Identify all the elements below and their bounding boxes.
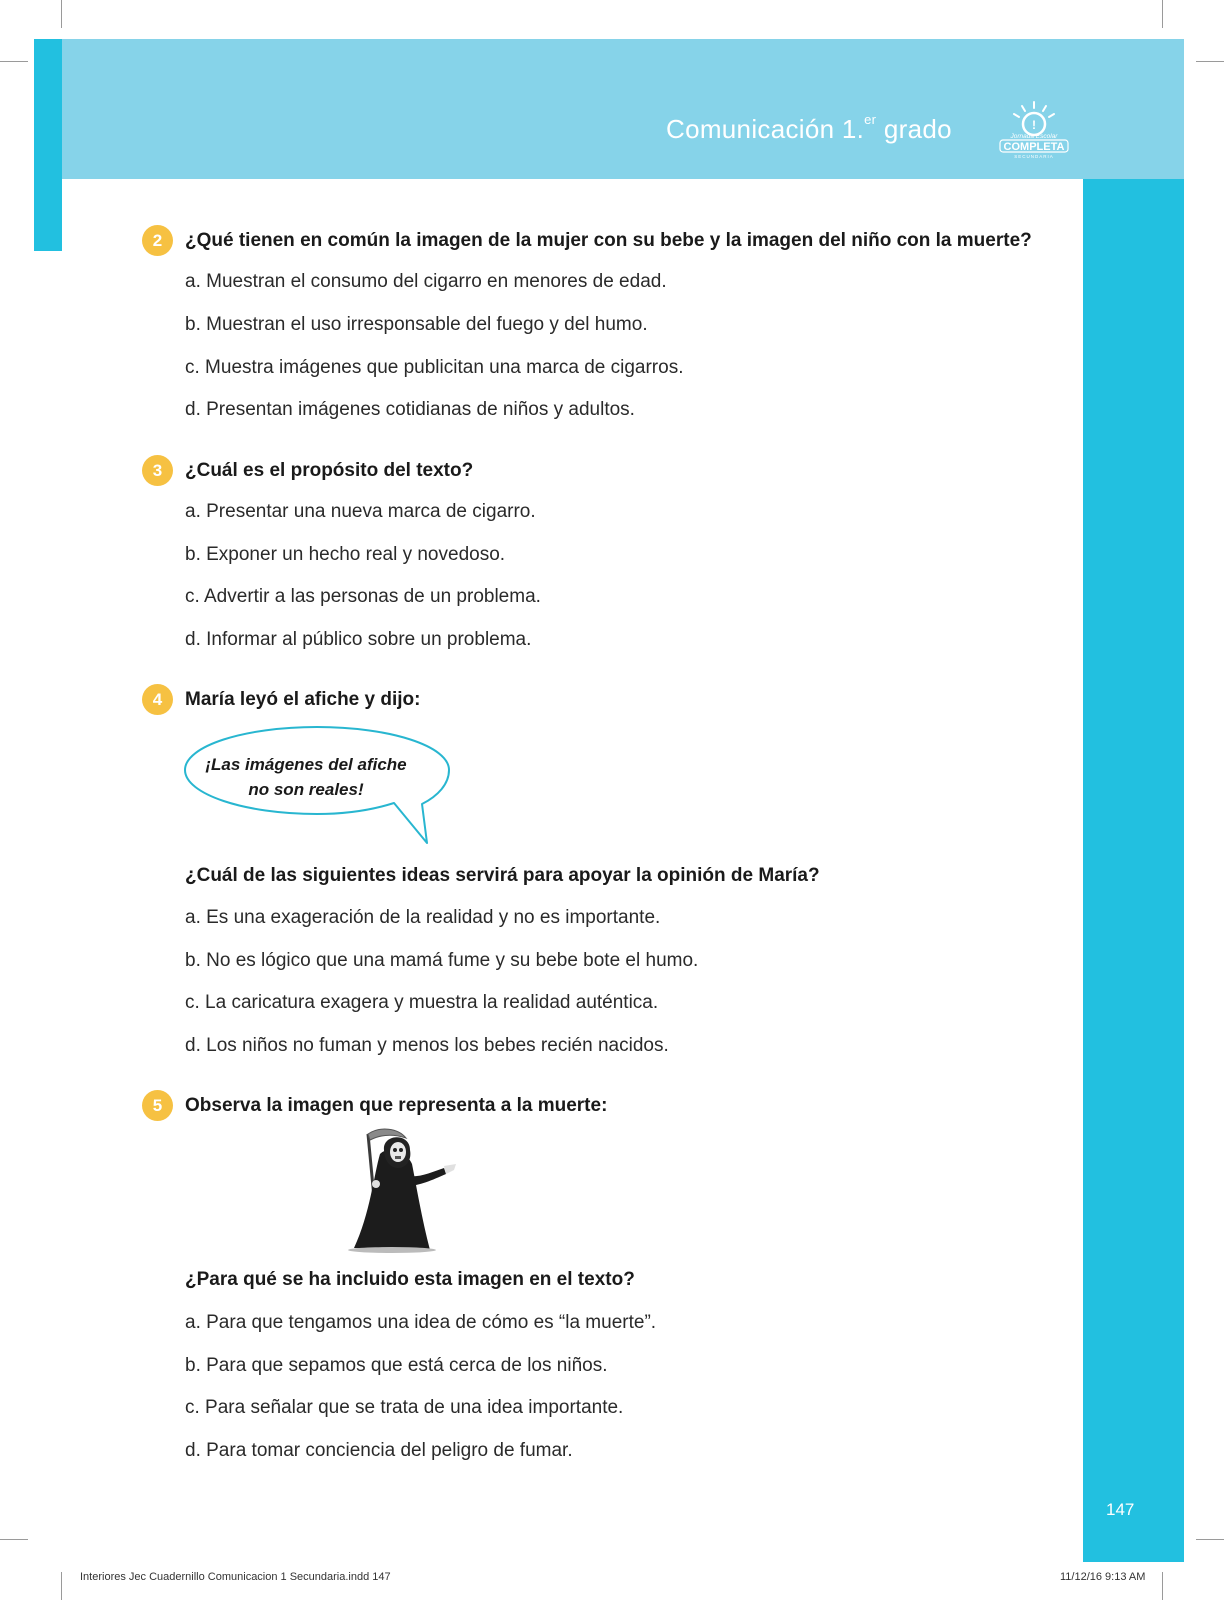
option-a: a. Muestran el consumo del cigarro en menores de edad.: [185, 271, 667, 292]
option-c: c. Advertir a las personas de un problema.: [185, 586, 541, 607]
crop-mark: [1196, 1539, 1224, 1540]
svg-text:Jornada Escolar: Jornada Escolar: [1010, 133, 1058, 140]
question-number-badge: 3: [142, 455, 173, 486]
option-a: a. Presentar una nueva marca de cigarro.: [185, 501, 536, 522]
question-2: [142, 225, 1032, 256]
option-b: b. Muestran el uso irresponsable del fuego y del humo.: [185, 314, 648, 335]
speech-bubble-text: ¡Las imágenes del afiche no son reales!: [205, 755, 407, 799]
option-d: d. Presentan imágenes cotidianas de niños y adultos.: [185, 399, 635, 420]
question-5: [142, 1090, 607, 1121]
crop-mark: [1162, 0, 1163, 28]
crop-mark: [61, 1572, 62, 1600]
svg-text:COMPLETA: COMPLETA: [1003, 141, 1065, 153]
subquestion-text: ¿Cuál de las siguientes ideas servirá para apoyar la opinión de María?: [185, 865, 820, 886]
option-b: b. Para que sepamos que está cerca de los niños.: [185, 1355, 608, 1376]
option-b: b. No es lógico que una mamá fume y su bebe bote el humo.: [185, 950, 699, 971]
jornada-escolar-completa-logo: [994, 100, 1074, 160]
crop-mark: [61, 0, 62, 28]
option-d: d. Los niños no fuman y menos los bebes recién nacidos.: [185, 1035, 669, 1056]
crop-mark: [1162, 1572, 1163, 1600]
option-c: c. Muestra imágenes que publicitan una marca de cigarros.: [185, 357, 684, 378]
option-d: d. Informar al público sobre un problema.: [185, 629, 532, 650]
question-number-badge: 2: [142, 225, 173, 256]
question-text: María leyó el afiche y dijo:: [185, 688, 421, 710]
option-b: b. Exponer un hecho real y novedoso.: [185, 544, 506, 565]
page-number: 147: [1106, 1500, 1135, 1519]
question-number-badge: 5: [142, 1090, 173, 1121]
left-accent-strip: [34, 39, 62, 251]
question-text: ¿Qué tienen en común la imagen de la mujer con su bebe y la imagen del niño con la muerte?: [185, 229, 1032, 251]
crop-mark: [1196, 61, 1224, 62]
question-3: [142, 455, 473, 486]
question-text: Observa la imagen que representa a la muerte:: [185, 1094, 608, 1116]
option-d: d. Para tomar conciencia del peligro de fumar.: [185, 1440, 573, 1461]
footer-file-info: Interiores Jec Cuadernillo Comunicacion 1 Secundaria.indd 147: [80, 1571, 391, 1583]
option-a: a. Para que tengamos una idea de cómo es “la muerte”.: [185, 1312, 657, 1333]
svg-text:SECUNDARIA: SECUNDARIA: [1014, 154, 1054, 159]
grim-reaper-image: [340, 1124, 460, 1254]
subquestion-text: ¿Para qué se ha incluido esta imagen en el texto?: [185, 1269, 635, 1290]
svg-text:!: !: [1032, 118, 1036, 132]
question-text: ¿Cuál es el propósito del texto?: [185, 459, 474, 481]
question-4: [142, 684, 420, 715]
page-title: Comunicación 1.$^{er}$ grado: [666, 112, 952, 144]
question-number-badge: 4: [142, 684, 173, 715]
crop-mark: [0, 1539, 28, 1540]
footer-datetime: 11/12/16 9:13 AM: [1060, 1571, 1146, 1583]
option-c: c. Para señalar que se trata de una idea importante.: [185, 1397, 624, 1418]
option-a: a. Es una exageración de la realidad y no es importante.: [185, 907, 661, 928]
crop-mark: [0, 61, 28, 62]
option-c: c. La caricatura exagera y muestra la realidad auténtica.: [185, 992, 659, 1013]
right-accent-strip: [1083, 179, 1184, 1562]
